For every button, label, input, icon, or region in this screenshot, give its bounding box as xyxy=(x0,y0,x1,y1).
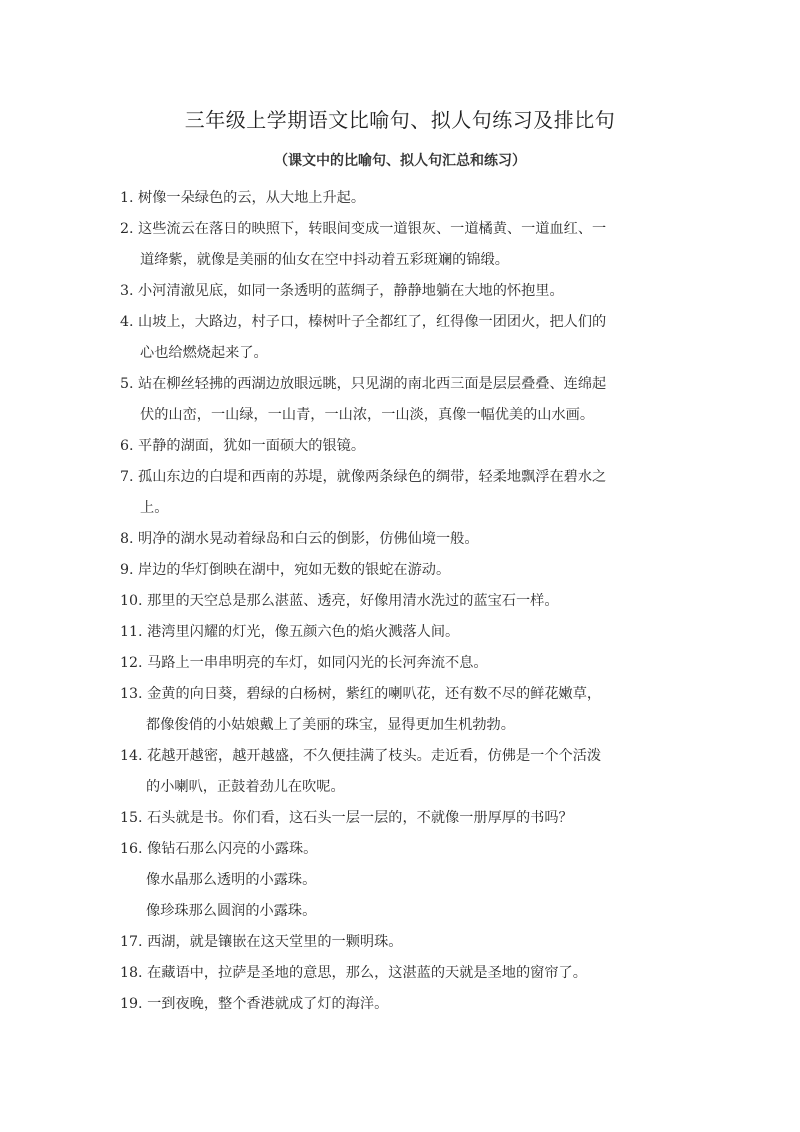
sentence-text: 14. 花越开越密，越开越盛，不久便挂满了枝头。走近看，仿佛是一个个活泼 xyxy=(120,748,602,764)
sentence-text: 15. 石头就是书。你们看，这石头一层一层的，不就像一册厚厚的书吗？ xyxy=(120,810,573,826)
list-item xyxy=(120,586,676,617)
list-item xyxy=(120,369,676,431)
sentence-text: 9. 岸边的华灯倒映在湖中，宛如无数的银蛇在游动。 xyxy=(120,562,451,578)
sentence-text: 1. 树像一朵绿色的云，从大地上升起。 xyxy=(120,190,366,206)
sentence-text: 18. 在藏语中，拉萨是圣地的意思，那么，这湛蓝的天就是圣地的窗帘了。 xyxy=(120,965,587,981)
sentence-continuation: 上。 xyxy=(140,500,169,516)
list-item xyxy=(120,927,676,958)
list-item xyxy=(120,741,676,803)
list-item xyxy=(120,803,676,834)
list-item xyxy=(120,648,676,679)
sentence-text: 13. 金黄的向日葵，碧绿的白杨树，紫红的喇叭花，还有数不尽的鲜花嫩草， xyxy=(120,686,602,702)
list-item xyxy=(120,989,676,1020)
document-title: 三年级上学期语文比喻句、拟人句练习及排比句 xyxy=(184,110,616,132)
sentence-continuation: 道绛紫，就像是美丽的仙女在空中抖动着五彩斑斓的锦缎。 xyxy=(140,252,509,268)
sentence-text: 6. 平静的湖面，犹如一面硕大的银镜。 xyxy=(120,438,366,454)
sentence-text: 4. 山坡上，大路边，村子口，榛树叶子全都红了，红得像一团团火，把人们的 xyxy=(120,314,607,330)
sentence-text: 17. 西湖，就是镶嵌在这天堂里的一颗明珠。 xyxy=(120,934,403,950)
sentence-continuation: 都像俊俏的小姑娘戴上了美丽的珠宝，显得更加生机勃勃。 xyxy=(146,717,515,733)
sentence-text: 10. 那里的天空总是那么湛蓝、透亮，好像用清水洗过的蓝宝石一样。 xyxy=(120,593,559,609)
sentence-text: 2. 这些流云在落日的映照下，转眼间变成一道银灰、一道橘黄、一道血红、一 xyxy=(120,221,607,237)
sentence-text: 12. 马路上一串串明亮的车灯，如同闪光的长河奔流不息。 xyxy=(120,655,488,671)
list-item xyxy=(120,462,676,524)
document-subtitle: （课文中的比喻句、拟人句汇总和练习） xyxy=(274,153,526,169)
sentence-text: 8. 明净的湖水晃动着绿岛和白云的倒影，仿佛仙境一般。 xyxy=(120,531,479,547)
list-item xyxy=(120,617,676,648)
sentence-text: 3. 小河清澈见底，如同一条透明的蓝绸子，静静地躺在大地的怀抱里。 xyxy=(120,283,564,299)
sentence-continuation: 心也给燃烧起来了。 xyxy=(140,345,268,361)
sentence-text: 11. 港湾里闪耀的灯光，像五颜六色的焰火溅落人间。 xyxy=(120,624,460,640)
list-item xyxy=(120,276,676,307)
sentence-text: 19. 一到夜晚，整个香港就成了灯的海洋。 xyxy=(120,996,389,1012)
sentence-text: 7. 孤山东边的白堤和西南的苏堤，就像两条绿色的绸带，轻柔地飘浮在碧水之 xyxy=(120,469,607,485)
sentence-continuation: 像珍珠那么圆润的小露珠。 xyxy=(146,903,317,919)
list-item xyxy=(120,524,676,555)
list-item xyxy=(120,679,676,741)
list-item xyxy=(120,214,676,276)
sentence-continuation: 伏的山峦，一山绿，一山青，一山浓，一山淡，真像一幅优美的山水画。 xyxy=(140,407,595,423)
list-item xyxy=(120,307,676,369)
list-item xyxy=(120,834,676,927)
list-item xyxy=(120,183,676,214)
sentence-continuation: 像水晶那么透明的小露珠。 xyxy=(146,872,317,888)
sentence-text: 16. 像钻石那么闪亮的小露珠。 xyxy=(120,841,318,857)
list-item xyxy=(120,431,676,462)
list-item xyxy=(120,958,676,989)
sentence-continuation: 的小喇叭，正鼓着劲儿在吹呢。 xyxy=(146,779,345,795)
sentence-list xyxy=(120,183,676,1020)
list-item xyxy=(120,555,676,586)
sentence-text: 5. 站在柳丝轻拂的西湖边放眼远眺，只见湖的南北西三面是层层叠叠、连绵起 xyxy=(120,376,607,392)
